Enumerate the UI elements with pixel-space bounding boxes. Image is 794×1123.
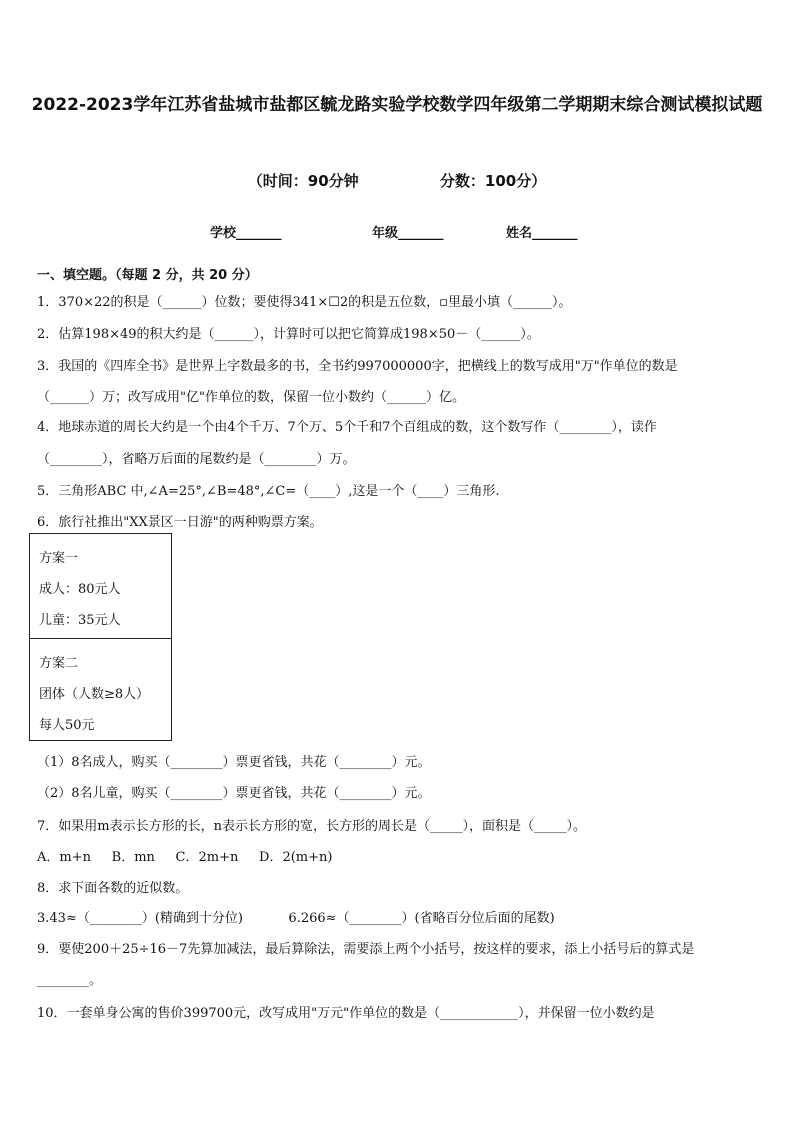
name-field: 姓名_______: [506, 226, 578, 241]
question-8-items: 3.43≈（________）(精确到十分位) 6.266≈（________）(省略百分位后面的尾数): [37, 911, 555, 926]
exam-score: 分数：100分）: [439, 172, 547, 190]
question-3-line1: 3．我国的《四库全书》是世界上字数最多的书，全书约997000000字，把横线上的数写成用"万"作单位的数是: [37, 359, 678, 374]
question-6: 6．旅行社推出"XX景区一日游"的两种购票方案。: [37, 515, 323, 530]
question-4-line1: 4．地球赤道的周长大约是一个由4个千万、7个万、5个千和7个百组成的数，这个数写作（________），读作: [37, 420, 657, 435]
exam-meta: [0, 170, 794, 191]
question-10: 10．一套单身公寓的售价399700元，改写成用"万元"作单位的数是（____________），并保留一位小数约是: [37, 1006, 655, 1021]
plan2-price: 每人50元: [39, 718, 95, 733]
plan2-group: 团体（人数≥8人）: [39, 687, 150, 702]
question-6-part1: （1）8名成人，购买（________）票更省钱，共花（________）元。: [37, 755, 431, 770]
question-7: 7．如果用m表示长方形的长，n表示长方形的宽，长方形的周长是（_____），面积是（_____）。: [37, 819, 586, 834]
plan1-adult-price: 成人：80元人: [39, 582, 121, 597]
question-3-line2: （______）万；改写成用"亿"作单位的数，保留一位小数约（______）亿。: [37, 390, 465, 405]
school-field: 学校_______: [210, 226, 282, 241]
question-5: 5．三角形ABC 中,∠A=25°,∠B=48°,∠C=（____）,这是一个（____）三角形.: [37, 484, 500, 499]
plan1-child-price: 儿童：35元人: [39, 613, 121, 628]
page-title: 2022-2023学年江苏省盐城市盐都区毓龙路实验学校数学四年级第二学期期末综合测试模拟试题: [31, 95, 763, 115]
plan1-title: 方案一: [39, 551, 79, 566]
question-4-line2: （________），省略万后面的尾数约是（________）万。: [37, 452, 356, 467]
question-9-line1: 9．要使200＋25÷16－7先算加减法，最后算除法，需要添上两个小括号，按这样的要求，添上小括号后的算式是: [37, 942, 695, 957]
plan-divider: [30, 638, 171, 639]
question-8: 8．求下面各数的近似数。: [37, 881, 189, 896]
ticket-plan-table: [29, 533, 172, 741]
question-9-line2: ________。: [37, 973, 103, 988]
exam-time: （时间：90分钟: [247, 172, 359, 190]
question-6-part2: （2）8名儿童，购买（________）票更省钱，共花（________）元。: [37, 786, 431, 801]
question-7-options: A．m+n B．mn C．2m+n D．2(m+n): [37, 850, 333, 865]
question-1: 1．370×22的积是（______）位数；要使得341×☐2的积是五位数，▫里最小填（______）。: [37, 295, 572, 310]
plan2-title: 方案二: [39, 656, 79, 671]
question-2: 2．估算198×49的积大约是（______），计算时可以把它简算成198×50－（______）。: [37, 327, 540, 342]
grade-field: 年级_______: [372, 226, 444, 241]
section-heading: 一、填空题。（每题 2 分，共 20 分）: [37, 268, 258, 283]
